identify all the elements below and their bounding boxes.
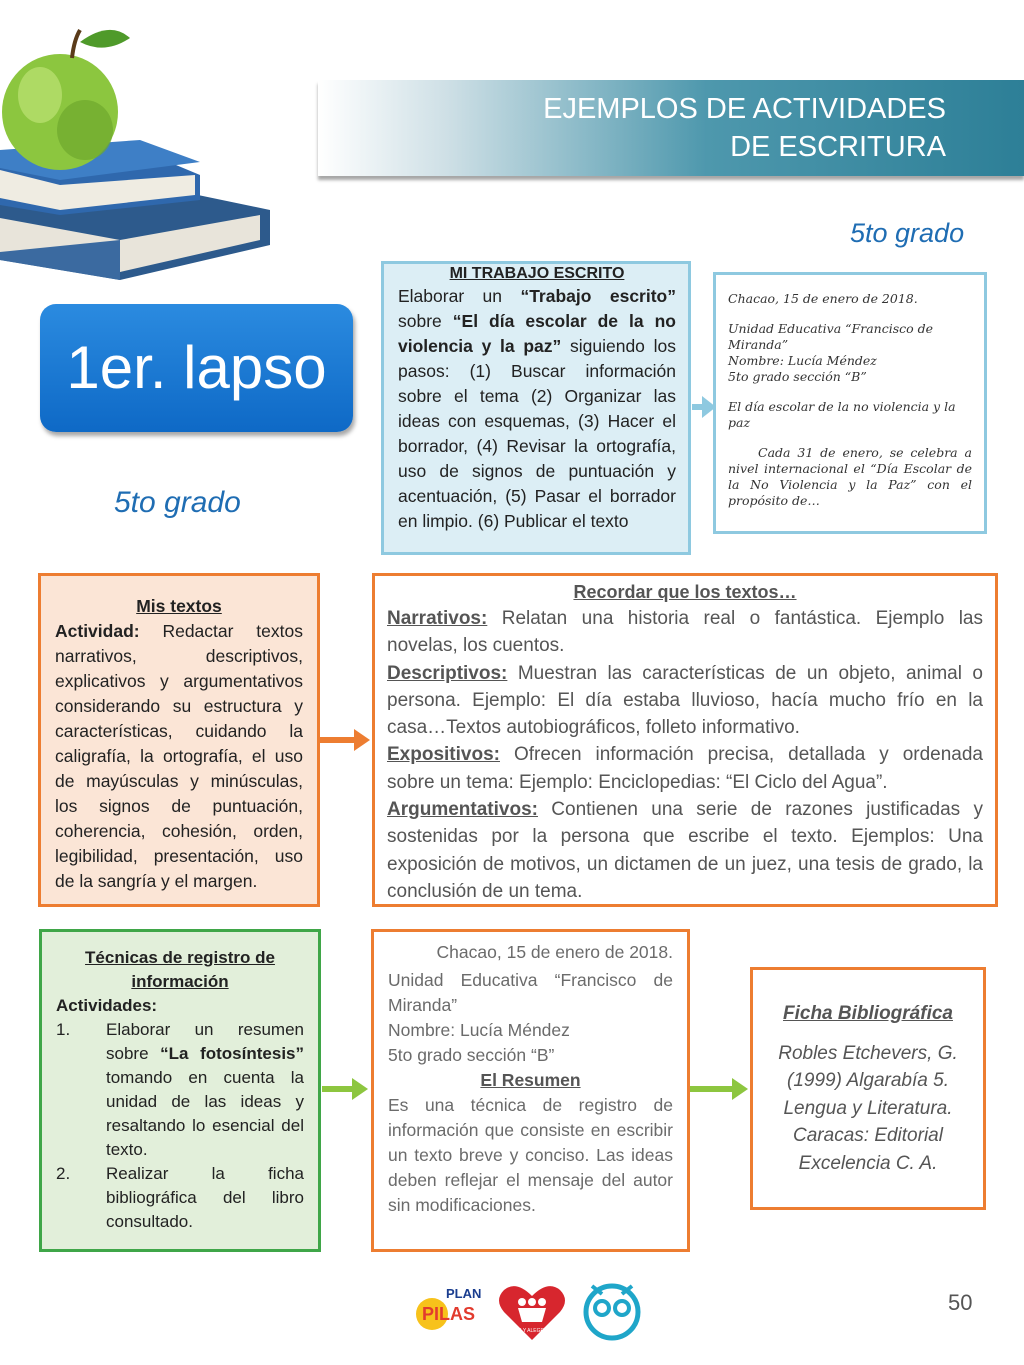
footer-logos — [412, 1276, 652, 1344]
tecnicas-registro-box — [39, 929, 321, 1252]
recordar-item: Narrativos: Relatan una historia real o fantástica. Ejemplo las novelas, los cuentos. — [387, 608, 983, 657]
grade-label-left: 5to grado — [114, 486, 241, 519]
arrow-tecnicas-resumen — [322, 1086, 354, 1092]
letter-date: Chacao, 15 de enero de 2018. — [728, 291, 918, 306]
plan-pilas-logo — [416, 1286, 481, 1330]
mis-textos-body: Actividad: Redactar textos narrativos, descriptivos, explicativos y argumentativos considerando su estructura y características, cuidando la caligrafía, la ortografía, el uso de mayúsculas y minúsculas, los signos de puntuación, coherencia, cohesión, orden, legibilidad, presentación, uso de la sangría y el margen. — [55, 621, 303, 891]
ficha-body: Robles Etchevers, G. (1999) Algarabía 5. Lengua y Literatura. Caracas: Editorial Excelencia C. A. — [778, 1042, 958, 1174]
resumen-name: Nombre: Lucía Méndez — [388, 1020, 570, 1040]
letter-school: Unidad Educativa “Francisco de Miranda” — [728, 321, 934, 352]
recordar-textos-box — [372, 573, 998, 907]
letter-subject: El día escolar de la no violencia y la paz — [728, 399, 956, 430]
grade-label-top: 5to grado — [850, 218, 965, 248]
letter-sample — [713, 272, 987, 534]
resumen-sample-box — [371, 929, 690, 1252]
tecnicas-list — [56, 1018, 304, 1234]
letter-section: 5to grado sección “B” — [728, 369, 867, 384]
recordar-item: Expositivos: Ofrecen información precisa, detallada y ordenada sobre un tema: Ejemplo: Enciclopedias: “El Ciclo del Agua”. — [387, 744, 983, 793]
plan-logo-text: PLAN — [446, 1286, 482, 1301]
arrow-head-icon — [732, 1078, 748, 1100]
arrow-mistextos-recordar — [320, 737, 356, 743]
letter-body: Cada 31 de enero, se celebra a nivel internacional el “Día Escolar de la No Violencia y la Paz” con el propósito de… — [728, 445, 972, 508]
resumen-body: Es una técnica de registro de información que consiste en escribir un texto breve y conciso. Las ideas deben reflejar el mensaje del autor sin modificaciones. — [388, 1095, 673, 1215]
trabajo-escrito-box — [381, 261, 691, 555]
tecnicas-label: Actividades: — [56, 996, 158, 1015]
pilas-logo-text: PILAS — [422, 1304, 476, 1324]
apple-books-illustration — [0, 0, 300, 290]
resumen-school: Unidad Educativa “Francisco de Miranda” — [388, 970, 673, 1015]
tecnicas-title: Técnicas de registro de información — [85, 948, 275, 991]
arrow-head-icon — [354, 729, 370, 751]
arrow-head-icon — [352, 1078, 368, 1100]
header-banner — [318, 80, 1024, 176]
resumen-date: Chacao, 15 de enero de 2018. — [436, 942, 673, 962]
ficha-bibliografica-box — [750, 967, 986, 1210]
recordar-item: Argumentativos: Contienen una serie de razones justificadas y sostenidas por la persona que escribe el texto. Ejemplos: Una exposición de motivos, un dictamen de un juez, una tesis de grado, la conclusión de un tema. — [387, 799, 983, 902]
page-title: EJEMPLOS DE ACTIVIDADES DE ESCRITURA — [543, 93, 946, 163]
recordar-title: Recordar que los textos… — [573, 582, 797, 602]
resumen-section: 5to grado sección “B” — [388, 1045, 555, 1065]
ficha-title: Ficha Bibliográfica — [783, 1003, 953, 1024]
trabajo-title: MI TRABAJO ESCRITO — [449, 265, 625, 282]
mis-textos-title: Mis textos — [136, 596, 222, 616]
fe-y-alegria-logo — [499, 1286, 565, 1340]
owl-logo — [586, 1286, 638, 1338]
lapso-badge: 1er. lapso — [40, 304, 353, 432]
recordar-item: Descriptivos: Muestran las características de un objeto, animal o persona. Ejemplo: El día estaba lluvioso, hacía mucho frío en la casa…Textos autobiográficos, folleto informativo. — [387, 662, 983, 739]
mis-textos-box — [38, 573, 320, 907]
page-number: 50 — [948, 1290, 973, 1315]
arrow-resumen-ficha — [690, 1086, 734, 1092]
trabajo-body: Elaborar un “Trabajo escrito” sobre “El día escolar de la no violencia y la paz” siguiendo los pasos: (1) Buscar información sobre el tema (2) Organizar las ideas con esquemas, (3) Hacer el borrador, (4) Revisar la ortografía, uso de signos de puntuación y acentuación, (5) Pasar el borrador en limpio. (6) Publicar el texto — [398, 286, 677, 531]
list-item: 2. Realizar la ficha bibliográfica del libro consultado. — [56, 1164, 304, 1231]
list-item: 1. Elaborar un resumen sobre “La fotosíntesis” tomando en cuenta la unidad de las ideas y resaltando lo esencial del texto. — [56, 1020, 304, 1159]
heart-logo-text: FE Y ALEGRÍA — [515, 1328, 549, 1334]
resumen-title: El Resumen — [480, 1070, 581, 1090]
letter-name: Nombre: Lucía Méndez — [728, 353, 877, 368]
